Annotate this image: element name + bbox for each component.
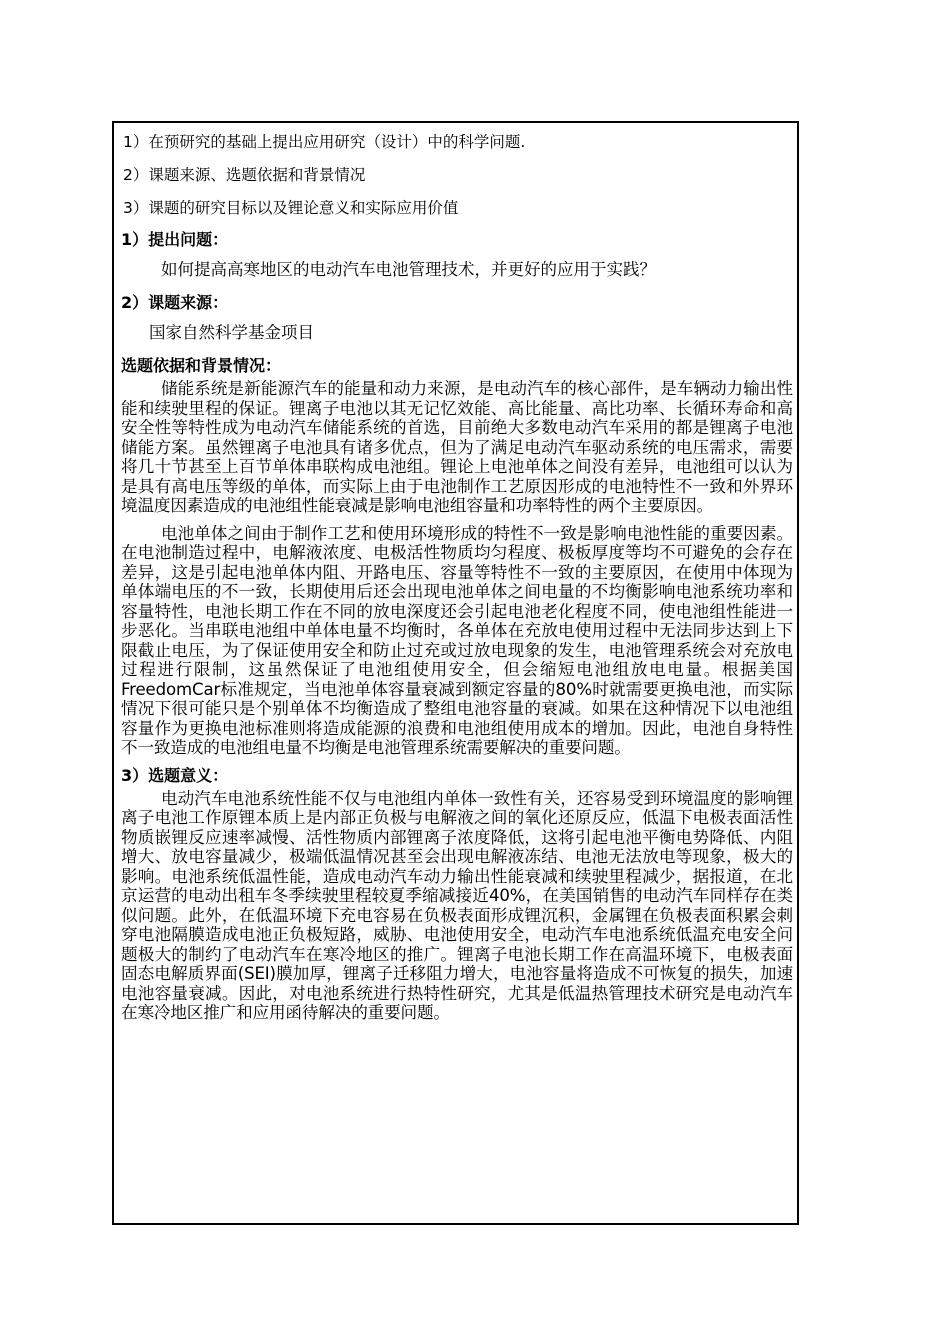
intro-item-3: 3）课题的研究目标以及锂论意义和实际应用价值 bbox=[123, 199, 459, 217]
background-paragraph-2: 电池单体之间由于制作工艺和使用环境形成的特性不一致是影响电池性能的重要因素。在电池制造过程中，电解液浓度、电极活性物质均匀程度、极板厚度等均不可避免的会存在差异，这是引起电池单体内阻、开路电压、容量等特性不一致的主要原因，在使用中体现为单体端电压的不一致，长期使用后还会出现电池单体之间电量的不均衡影响电池系统功率和容量特性，电池长期工作在不同的放电深度还会引起电池老化程度不同，使电池组性能进一步恶化。当串联电池组中单体电量不均衡时，各单体在充放电使用过程中无法同步达到上下限截止电压，为了保证使用安全和防止过充或过放电现象的发生，电池管理系统会对充放电过程进行限制，这虽然保证了电池组使用安全，但会缩短电池组放电电量。根据美国FreedomCar标准规定，当电池单体容量衰减到额定容量的80%时就需要更换电池，而实际情况下很可能只是个别单体不均衡造成了整组电池容量的衰减。如果在这种情况下以电池组容量作为更换电池标准则将造成能源的浪费和电池组使用成本的增加。因此，电池自身特性不一致造成的电池组电量不均衡是电池管理系统需要解决的重要问题。 bbox=[121, 523, 793, 757]
intro-item-2: 2）课题来源、选题依据和背景情况 bbox=[123, 166, 366, 184]
problem-heading: 1）提出问题： bbox=[121, 230, 229, 249]
significance-paragraph-1: 电动汽车电池系统性能不仅与电池组内单体一致性有关，还容易受到环境温度的影响锂离子电池工作原锂本质上是内部正负极与电解液之间的氧化还原反应，低温下电极表面活性物质嵌锂反应速率减慢、活性物质内部锂离子浓度降低，这将引起电池平衡电势降低、内阻增大、放电容量减少，极端低温情况甚至会出现电解液冻结、电池无法放电等现象，极大的影响。电池系统低温性能，造成电动汽车动力输出性能衰减和续驶里程减少，据报道，在北京运营的电动出租车冬季续驶里程较夏季缩减接近40%，在美国销售的电动汽车同样存在类似问题。此外，在低温环境下充电容易在负极表面形成锂沉积，金属锂在负极表面积累会刺穿电池隔膜造成电池正负极短路，威胁、电池使用安全，电动汽车电池系统低温充电安全问题极大的制约了电动汽车在寒冷地区的推广。锂离子电池长期工作在高温环境下，电极表面固态电解质界面(SEI)膜加厚，锂离子迁移阻力增大，电池容量将造成不可恢复的损失，加速电池容量衰减。因此，对电池系统进行热特性研究，尤其是低温热管理技术研究是电动汽车在寒冷地区推广和应用函待解决的重要问题。 bbox=[121, 788, 793, 1022]
problem-text: 如何提高高寒地区的电动汽车电池管理技术，并更好的应用于实践？ bbox=[161, 260, 656, 279]
intro-item-1: 1）在预研究的基础上提出应用研究（设计）中的科学问题. bbox=[123, 133, 526, 151]
form-content bbox=[121, 132, 793, 1031]
background-heading: 选题依据和背景情况： bbox=[121, 356, 282, 375]
source-text: 国家自然科学基金项目 bbox=[149, 323, 314, 342]
background-paragraph-1: 储能系统是新能源汽车的能量和动力来源，是电动汽车的核心部件，是车辆动力输出性能和续驶里程的保证。锂离子电池以其无记忆效能、高比能量、高比功率、长循环寿命和高安全性等特性成为电动汽车储能系统的首选，目前绝大多数电动汽车采用的都是锂离子电池储能方案。虽然锂离子电池具有诸多优点，但为了满足电动汽车驱动系统的电压需求，需要将几十节甚至上百节单体串联构成电池组。锂论上电池单体之间没有差异，电池组可以认为是具有高电压等级的单体，而实际上由于电池制作工艺原因形成的电池特性不一致和外界环境温度因素造成的电池组性能衰减是影响电池组容量和功率特性的两个主要原因。 bbox=[121, 379, 793, 515]
significance-heading: 3）选题意义： bbox=[121, 765, 229, 785]
source-heading: 2）课题来源： bbox=[121, 293, 229, 312]
